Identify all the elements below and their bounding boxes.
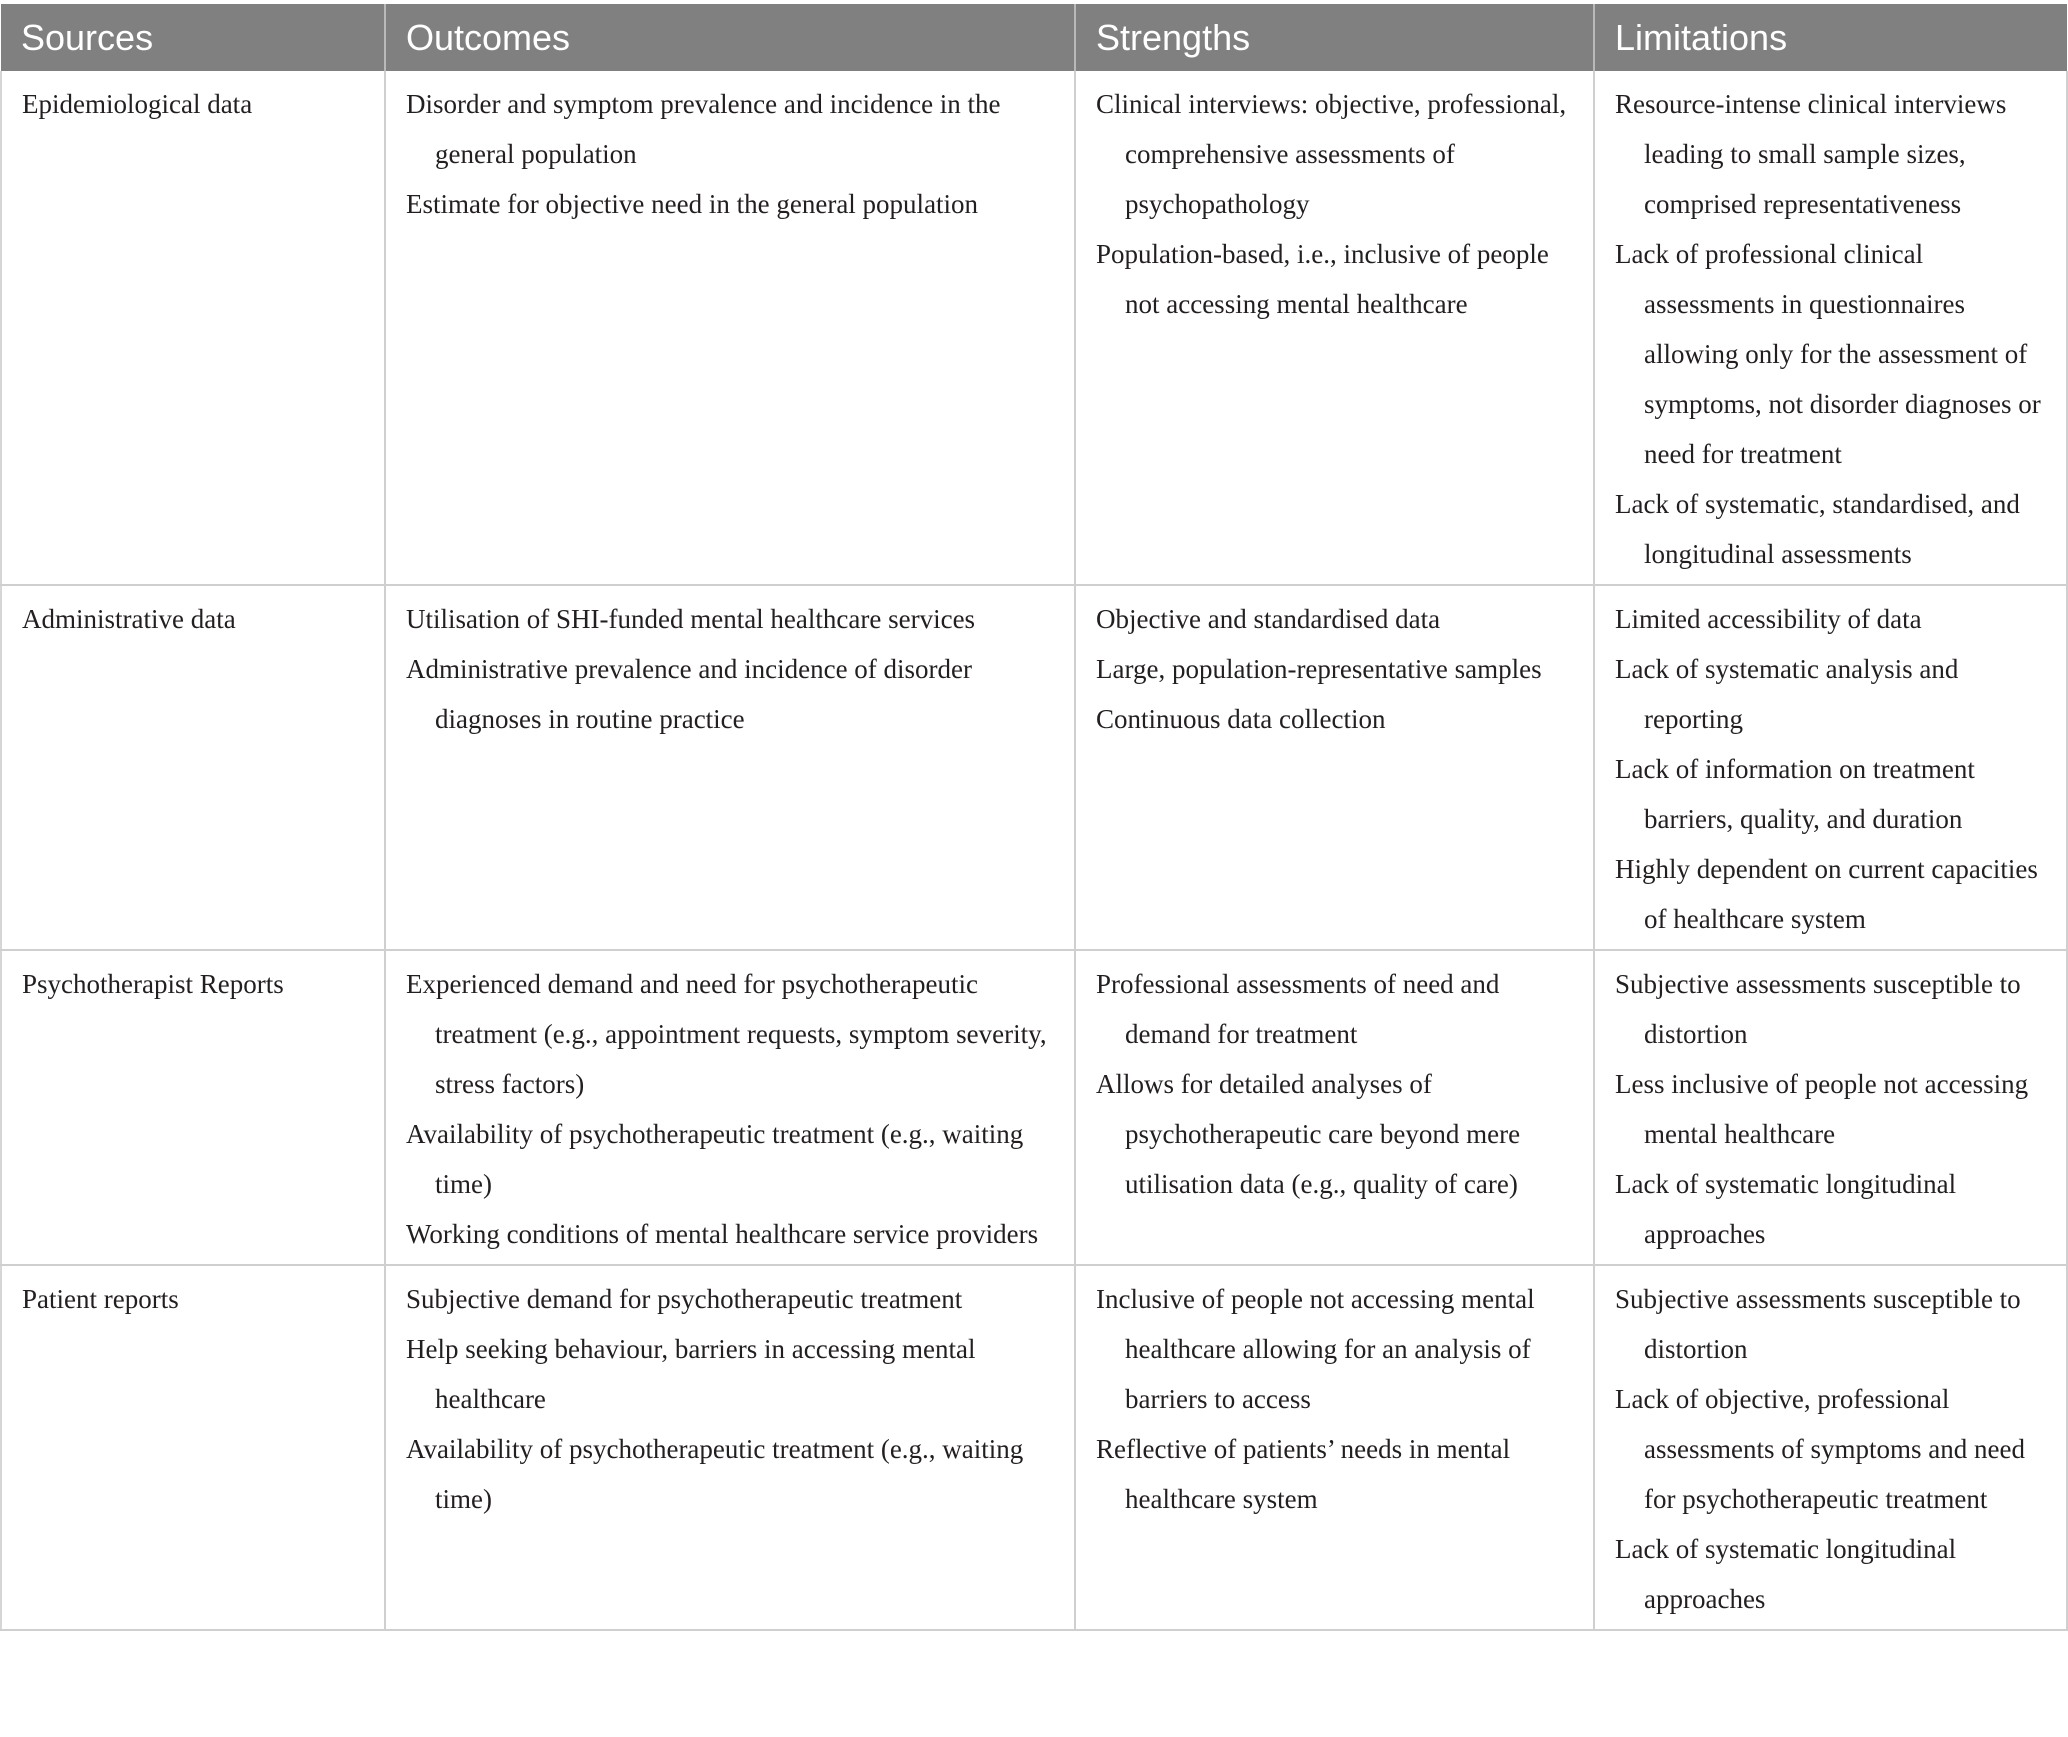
limitations-cell	[1594, 71, 2067, 585]
strength-item: Reflective of patients’ needs in mental healthcare system	[1096, 1434, 1511, 1514]
limitation-item: Lack of systematic longitudinal approaches	[1615, 1169, 1957, 1249]
header-strengths: Strengths	[1075, 4, 1594, 71]
limitation-item: Less inclusive of people not accessing mental healthcare	[1615, 1069, 2029, 1149]
strengths-cell	[1075, 950, 1594, 1265]
header-limitations: Limitations	[1594, 4, 2067, 71]
strength-item: Clinical interviews: objective, professional, comprehensive assessments of psychopathology	[1096, 89, 1567, 219]
limitation-item: Subjective assessments susceptible to distortion	[1615, 969, 2021, 1049]
table-row	[1, 585, 2067, 950]
strength-item: Population-based, i.e., inclusive of people not accessing mental healthcare	[1096, 239, 1549, 319]
outcome-item: Subjective demand for psychotherapeutic treatment	[406, 1284, 963, 1314]
outcome-item: Availability of psychotherapeutic treatment (e.g., waiting time)	[406, 1119, 1024, 1199]
outcome-item: Estimate for objective need in the general population	[406, 189, 979, 219]
table-row	[1, 950, 2067, 1265]
strength-item: Objective and standardised data	[1096, 604, 1441, 634]
outcome-item: Disorder and symptom prevalence and incidence in the general population	[406, 89, 1001, 169]
outcomes-cell	[385, 585, 1075, 950]
header-row	[1, 4, 2067, 71]
sources-table	[0, 4, 2068, 1631]
strength-item: Allows for detailed analyses of psychotherapeutic care beyond mere utilisation data (e.g., quality of care)	[1096, 1069, 1521, 1199]
source-cell: Psychotherapist Reports	[1, 950, 385, 1265]
limitation-item: Limited accessibility of data	[1615, 604, 1922, 634]
outcomes-cell	[385, 950, 1075, 1265]
outcome-item: Working conditions of mental healthcare service providers	[406, 1219, 1039, 1249]
strength-item: Inclusive of people not accessing mental healthcare allowing for an analysis of barriers to access	[1096, 1284, 1535, 1414]
strength-item: Large, population-representative samples	[1096, 654, 1542, 684]
source-cell: Administrative data	[1, 585, 385, 950]
limitation-item: Lack of information on treatment barriers, quality, and duration	[1615, 754, 1975, 834]
outcome-item: Experienced demand and need for psychotherapeutic treatment (e.g., appointment requests, symptom severity, stress factors)	[406, 969, 1047, 1099]
table-body	[1, 71, 2067, 1630]
strength-item: Professional assessments of need and demand for treatment	[1096, 969, 1500, 1049]
limitation-item: Lack of objective, professional assessments of symptoms and need for psychotherapeutic treatment	[1615, 1384, 2025, 1514]
limitation-item: Highly dependent on current capacities of healthcare system	[1615, 854, 2038, 934]
table-row	[1, 1265, 2067, 1630]
limitation-item: Resource-intense clinical interviews leading to small sample sizes, comprised representativeness	[1615, 89, 2007, 219]
outcome-item: Help seeking behaviour, barriers in accessing mental healthcare	[406, 1334, 976, 1414]
limitation-item: Subjective assessments susceptible to distortion	[1615, 1284, 2021, 1364]
limitations-cell	[1594, 1265, 2067, 1630]
outcome-item: Utilisation of SHI-funded mental healthcare services	[406, 604, 976, 634]
outcomes-cell	[385, 1265, 1075, 1630]
outcome-item: Administrative prevalence and incidence of disorder diagnoses in routine practice	[406, 654, 973, 734]
outcome-item: Availability of psychotherapeutic treatment (e.g., waiting time)	[406, 1434, 1024, 1514]
outcomes-cell	[385, 71, 1075, 585]
header-sources: Sources	[1, 4, 385, 71]
limitation-item: Lack of systematic longitudinal approaches	[1615, 1534, 1957, 1614]
limitation-item: Lack of systematic, standardised, and longitudinal assessments	[1615, 489, 2020, 569]
limitations-cell	[1594, 950, 2067, 1265]
limitation-item: Lack of systematic analysis and reporting	[1615, 654, 1959, 734]
limitation-item: Lack of professional clinical assessments in questionnaires allowing only for the assessment of symptoms, not disorder diagnoses or need for treatment	[1615, 239, 2041, 469]
strengths-cell	[1075, 585, 1594, 950]
source-cell: Patient reports	[1, 1265, 385, 1630]
header-outcomes: Outcomes	[385, 4, 1075, 71]
limitations-cell	[1594, 585, 2067, 950]
strength-item: Continuous data collection	[1096, 704, 1386, 734]
source-cell: Epidemiological data	[1, 71, 385, 585]
strengths-cell	[1075, 71, 1594, 585]
table-row	[1, 71, 2067, 585]
table-header	[1, 4, 2067, 71]
strengths-cell	[1075, 1265, 1594, 1630]
